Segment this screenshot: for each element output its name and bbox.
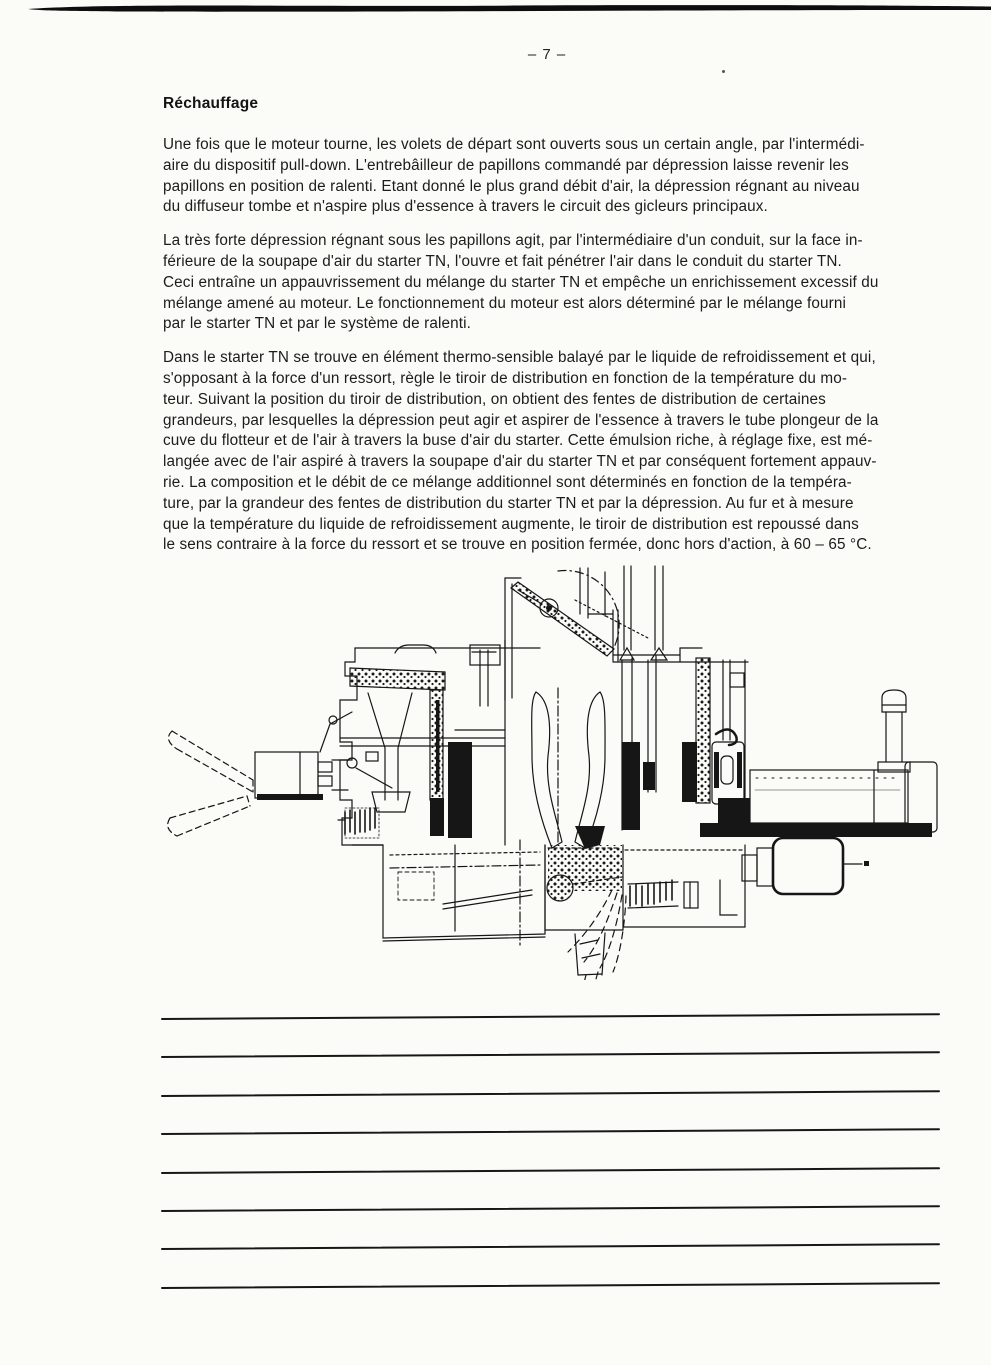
- pump-block: [255, 752, 379, 838]
- throttle-base: [352, 840, 745, 975]
- paragraph: [163, 348, 949, 556]
- text-line: s'opposant à la force d'un ressort, règle le tiroir de distribution en fonction de la température du mo-: [163, 369, 848, 387]
- text-line: mélange amené au moteur. Le fonctionnement du moteur est alors déterminé par le mélange fourni: [163, 294, 847, 312]
- section-heading: Réchauffage: [163, 95, 259, 112]
- ruled-line: [161, 1205, 940, 1212]
- text-line: par le starter TN et par le système de ralenti.: [163, 315, 472, 333]
- ruled-line: [161, 1282, 940, 1289]
- choke-plate: [511, 582, 614, 656]
- starter-housing: [700, 690, 937, 837]
- text-line: aire du dispositif pull-down. L'entrebâilleur de papillons commandé par dépression laisse revenir les: [163, 156, 849, 174]
- carburetor-body-left: [320, 645, 540, 845]
- scan-artifact-bar: [0, 0, 991, 20]
- ruled-lines: [161, 1018, 940, 1308]
- text-line: du diffuseur tombe et n'aspire plus d'essence à travers le circuit des gicleurs principaux.: [163, 198, 768, 216]
- text-line: que la température du liquide de refroidissement augmente, le tiroir de distribution est repoussé dans: [163, 515, 859, 533]
- ruled-line: [161, 1052, 940, 1059]
- paragraph: [163, 135, 949, 218]
- paragraph: [163, 231, 949, 335]
- text-line: papillons en position de ralenti. Etant donné le plus grand débit d'air, la dépression régnant au niveau: [163, 177, 860, 195]
- text-line: Dans le starter TN se trouve en élément thermo-sensible balayé par le liquide de refroidissement et qui,: [163, 349, 876, 367]
- text-line: Ceci entraîne un appauvrissement du mélange du starter TN et empêche un enrichissement excessif du: [163, 273, 879, 291]
- text-line: grandeurs, par lesquelles la dépression peut agir et aspirer de l'essence à travers le tube plongeur de la: [163, 411, 879, 429]
- text-line: férieure de la soupape d'air du starter TN, l'ouvre et fait pénétrer l'air dans le conduit du starter TN.: [163, 252, 842, 270]
- fork-lever: [168, 731, 253, 836]
- ruled-line: [161, 1244, 940, 1251]
- text-line: La très forte dépression régnant sous les papillons agit, par l'intermédiaire d'un conduit, sur la face in-: [163, 232, 863, 250]
- text-line: cuve du flotteur et de l'air à travers la buse d'air du starter. Cette émulsion riche, à réglage fixe, est mé-: [163, 432, 873, 450]
- text-line: rie. La composition et le débit de ce mélange additionnel sont déterminés en fonction de la tempéra-: [163, 473, 852, 491]
- ruled-line: [161, 1013, 940, 1020]
- fuel-spray: [568, 890, 626, 980]
- ruled-line: [161, 1167, 940, 1174]
- ruled-line: [161, 1090, 940, 1097]
- text-line: langée avec de l'air aspiré à travers la soupape d'air du starter TN et par conséquent fortement appauv-: [163, 453, 877, 471]
- carburetor-diagram: [165, 560, 940, 980]
- figure: [165, 560, 940, 980]
- text-line: le sens contraire à la force du ressort et se trouve en position fermée, donc hors d'action, à 60 – 65 °C.: [163, 536, 872, 554]
- ruled-line: [161, 1128, 940, 1135]
- text-line: Une fois que le moteur tourne, les volets de départ sont ouverts sous un certain angle, par l'intermédi-: [163, 136, 865, 153]
- text-line: teur. Suivant la position du tiroir de distribution, on obtient des fentes de distribution de certaines: [163, 390, 826, 408]
- scan-speck: [722, 70, 725, 73]
- emulsion-tubes: [620, 566, 667, 660]
- page-number: – 7 –: [527, 46, 567, 63]
- text-line: ture, par la grandeur des fentes de distribution du starter TN et par la dépression. Au fur et à mesure: [163, 494, 854, 512]
- body-text: [163, 135, 949, 569]
- venturi-section: [505, 640, 605, 849]
